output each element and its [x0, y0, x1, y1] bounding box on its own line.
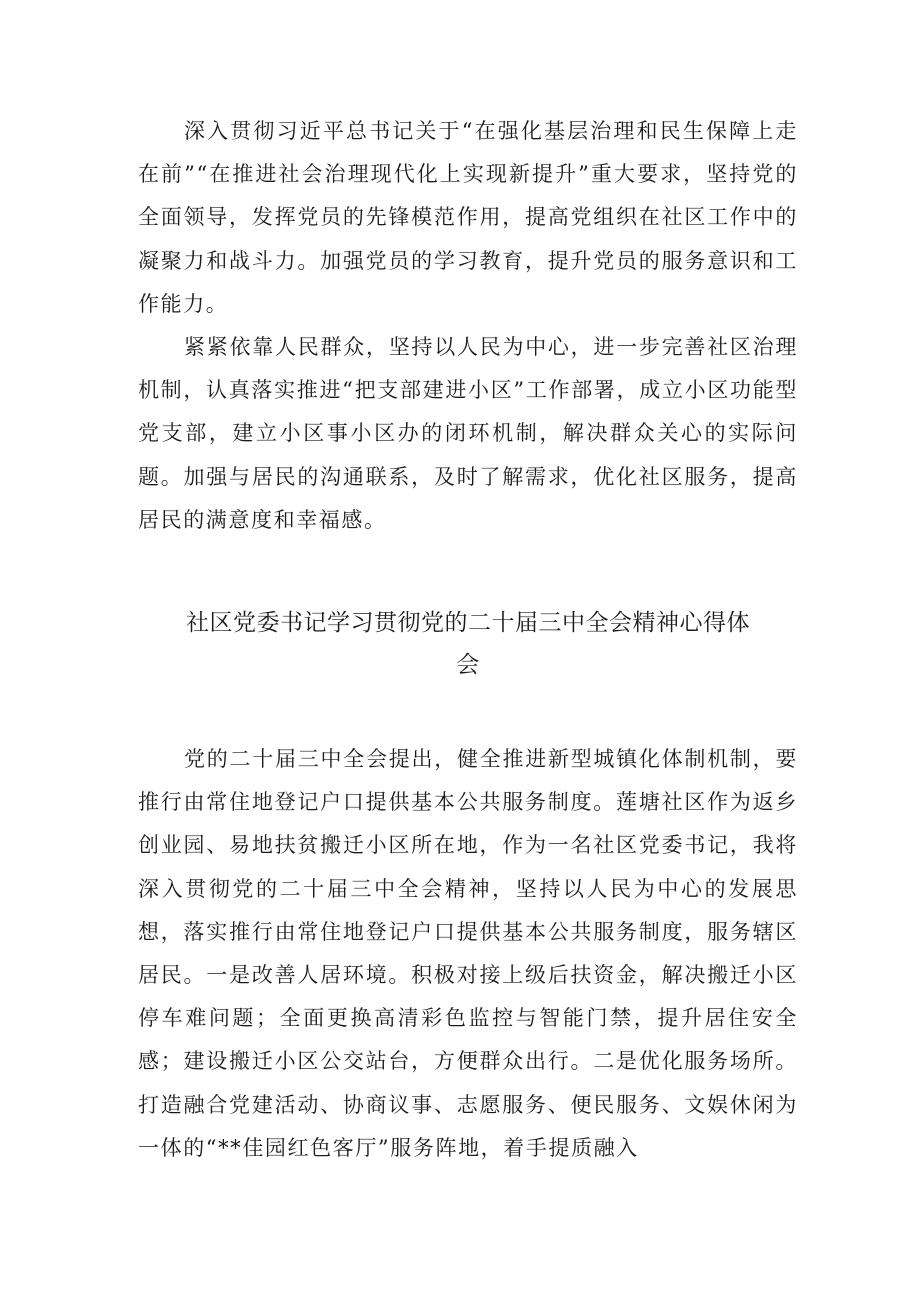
document-page — [138, 110, 798, 1170]
article-title: 社区党委书记学习贯彻党的二十届三中全会精神心得体会 — [186, 610, 750, 679]
body-paragraph-2: 紧紧依靠人民群众，坚持以人民为中心，进一步完善社区治理机制，认真落实推进“把支部建进小区”工作部署，成立小区功能型党支部，建立小区事小区办的闭环机制，解决群众关心的实际问题。加强与居民的沟通联系，及时了解需求，优化社区服务，提高居民的满意度和幸福感。 — [138, 335, 798, 532]
body-paragraph-3: 党的二十届三中全会提出，健全推进新型城镇化体制机制，要推行由常住地登记户口提供基本公共服务制度。莲塘社区作为返乡创业园、易地扶贫搬迁小区所在地，作为一名社区党委书记，我将深入贯彻党的二十届三中全会精神，坚持以人民为中心的发展思想，落实推行由常住地登记户口提供基本公共服务制度，服务辖区居民。一是改善人居环境。积极对接上级后扶资金，解决搬迁小区停车难问题；全面更换高清彩色监控与智能门禁，提升居住安全感；建设搬迁小区公交站台，方便群众出行。二是优化服务场所。打造融合党建活动、协商议事、志愿服务、便民服务、文娱休闲为一体的“**佳园红色客厅”服务阵地，着手提质融入 — [138, 747, 798, 1160]
body-paragraph-1: 深入贯彻习近平总书记关于“在强化基层治理和民生保障上走在前”“在推进社会治理现代化上实现新提升”重大要求，坚持党的全面领导，发挥党员的先锋模范作用，提高党组织在社区工作中的凝聚力和战斗力。加强党员的学习教育，提升党员的服务意识和工作能力。 — [138, 119, 798, 316]
